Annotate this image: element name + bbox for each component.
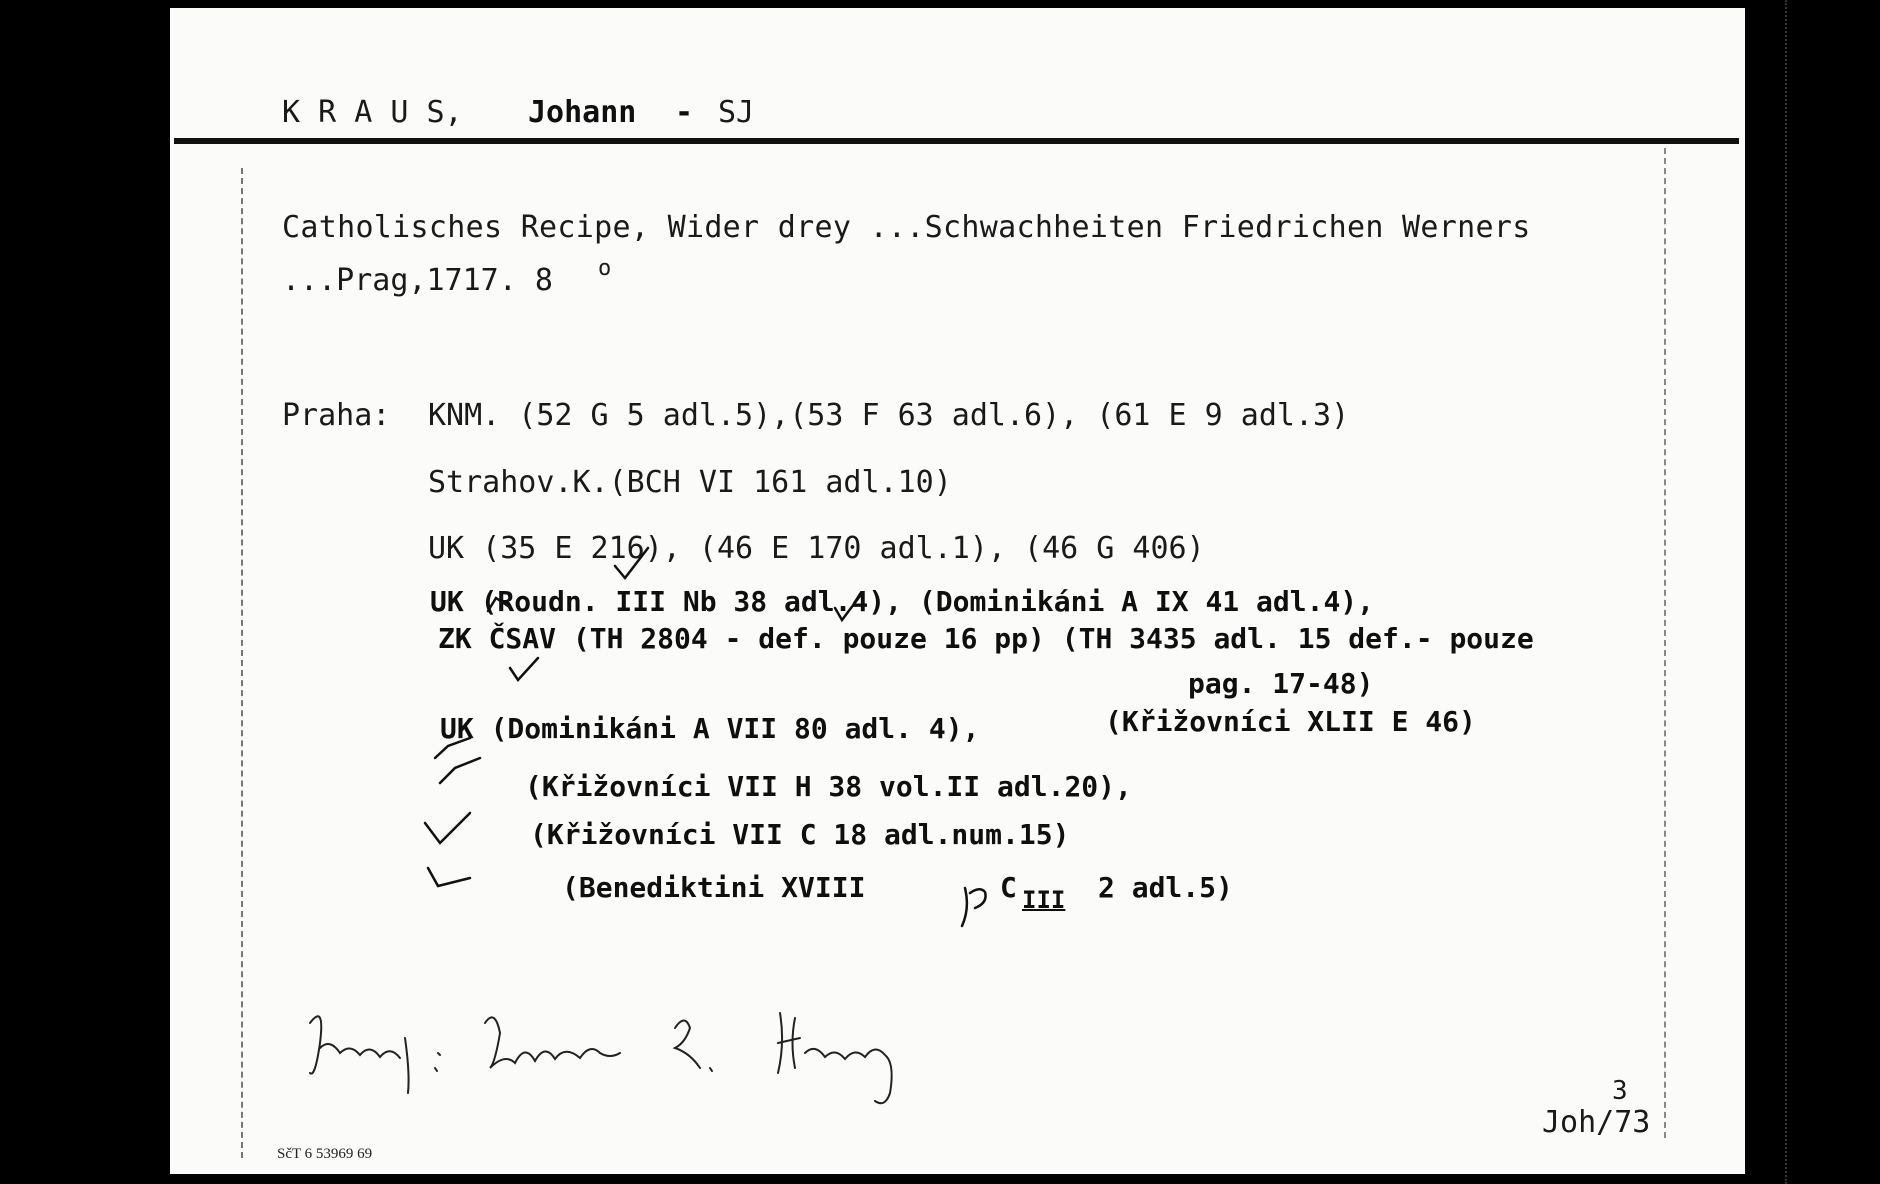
holding-krizovnici-1: (Křižovníci VII H 38 vol.II adl.20), <box>525 770 1132 803</box>
holding-uk-2: UK (Roudn. III Nb 38 adl.4), (Dominikáni A IX 41 adl.4), <box>430 585 1375 618</box>
right-punch-line <box>1664 148 1666 1138</box>
heading-rule <box>174 138 1739 144</box>
title-line-2: ...Prag,1717. 8 <box>282 263 553 298</box>
title-line-1: Catholisches Recipe, Wider drey ...Schwachheiten Friedrichen Werners <box>282 210 1531 245</box>
title-degree-mark: o <box>598 256 612 281</box>
holding-uk-1: UK (35 E 216), (46 E 170 adl.1), (46 G 406) <box>428 531 1205 566</box>
heading-surname: K R A U S, <box>282 95 463 130</box>
holding-strahov: Strahov.K.(BCH VI 161 adl.10) <box>428 465 952 500</box>
holding-knm: KNM. (52 G 5 adl.5),(53 F 63 adl.6), (61 E 9 adl.3) <box>428 398 1350 433</box>
holding-benediktini-c: C <box>1000 871 1017 904</box>
holdings-praha-label: Praha: <box>282 398 391 433</box>
card-reference-superscript: 3 <box>1612 1076 1628 1106</box>
print-code: SčT 6 53969 69 <box>277 1146 373 1162</box>
holding-uk-3: UK (Dominikáni A VII 80 adl. 4), <box>440 712 980 745</box>
holding-zk-continued: pag. 17-48) <box>1188 667 1374 700</box>
heading-given-name: Johann <box>528 95 637 130</box>
catalog-card <box>170 8 1745 1174</box>
holding-benediktini-b: 2 adl.5) <box>1098 871 1233 904</box>
card-reference: Joh/73 <box>1542 1105 1651 1140</box>
holding-benediktini-sub: III <box>1022 886 1066 914</box>
heading-separator: - <box>675 95 694 130</box>
holding-zk-csav: ZK ČSAV (TH 2804 - def. pouze 16 pp) (TH 3435 adl. 15 def.- pouze <box>438 622 1534 655</box>
holding-uk-3-krizovnici: (Křižovníci XLII E 46) <box>1105 705 1476 738</box>
left-punch-line <box>241 168 243 1158</box>
heading-order: SJ <box>718 95 755 130</box>
holding-krizovnici-2: (Křižovníci VII C 18 adl.num.15) <box>530 818 1070 851</box>
scan-edge <box>1785 0 1788 1184</box>
handwritten-note <box>290 983 1190 1123</box>
holding-benediktini-a: (Benediktini XVIII <box>562 871 866 904</box>
